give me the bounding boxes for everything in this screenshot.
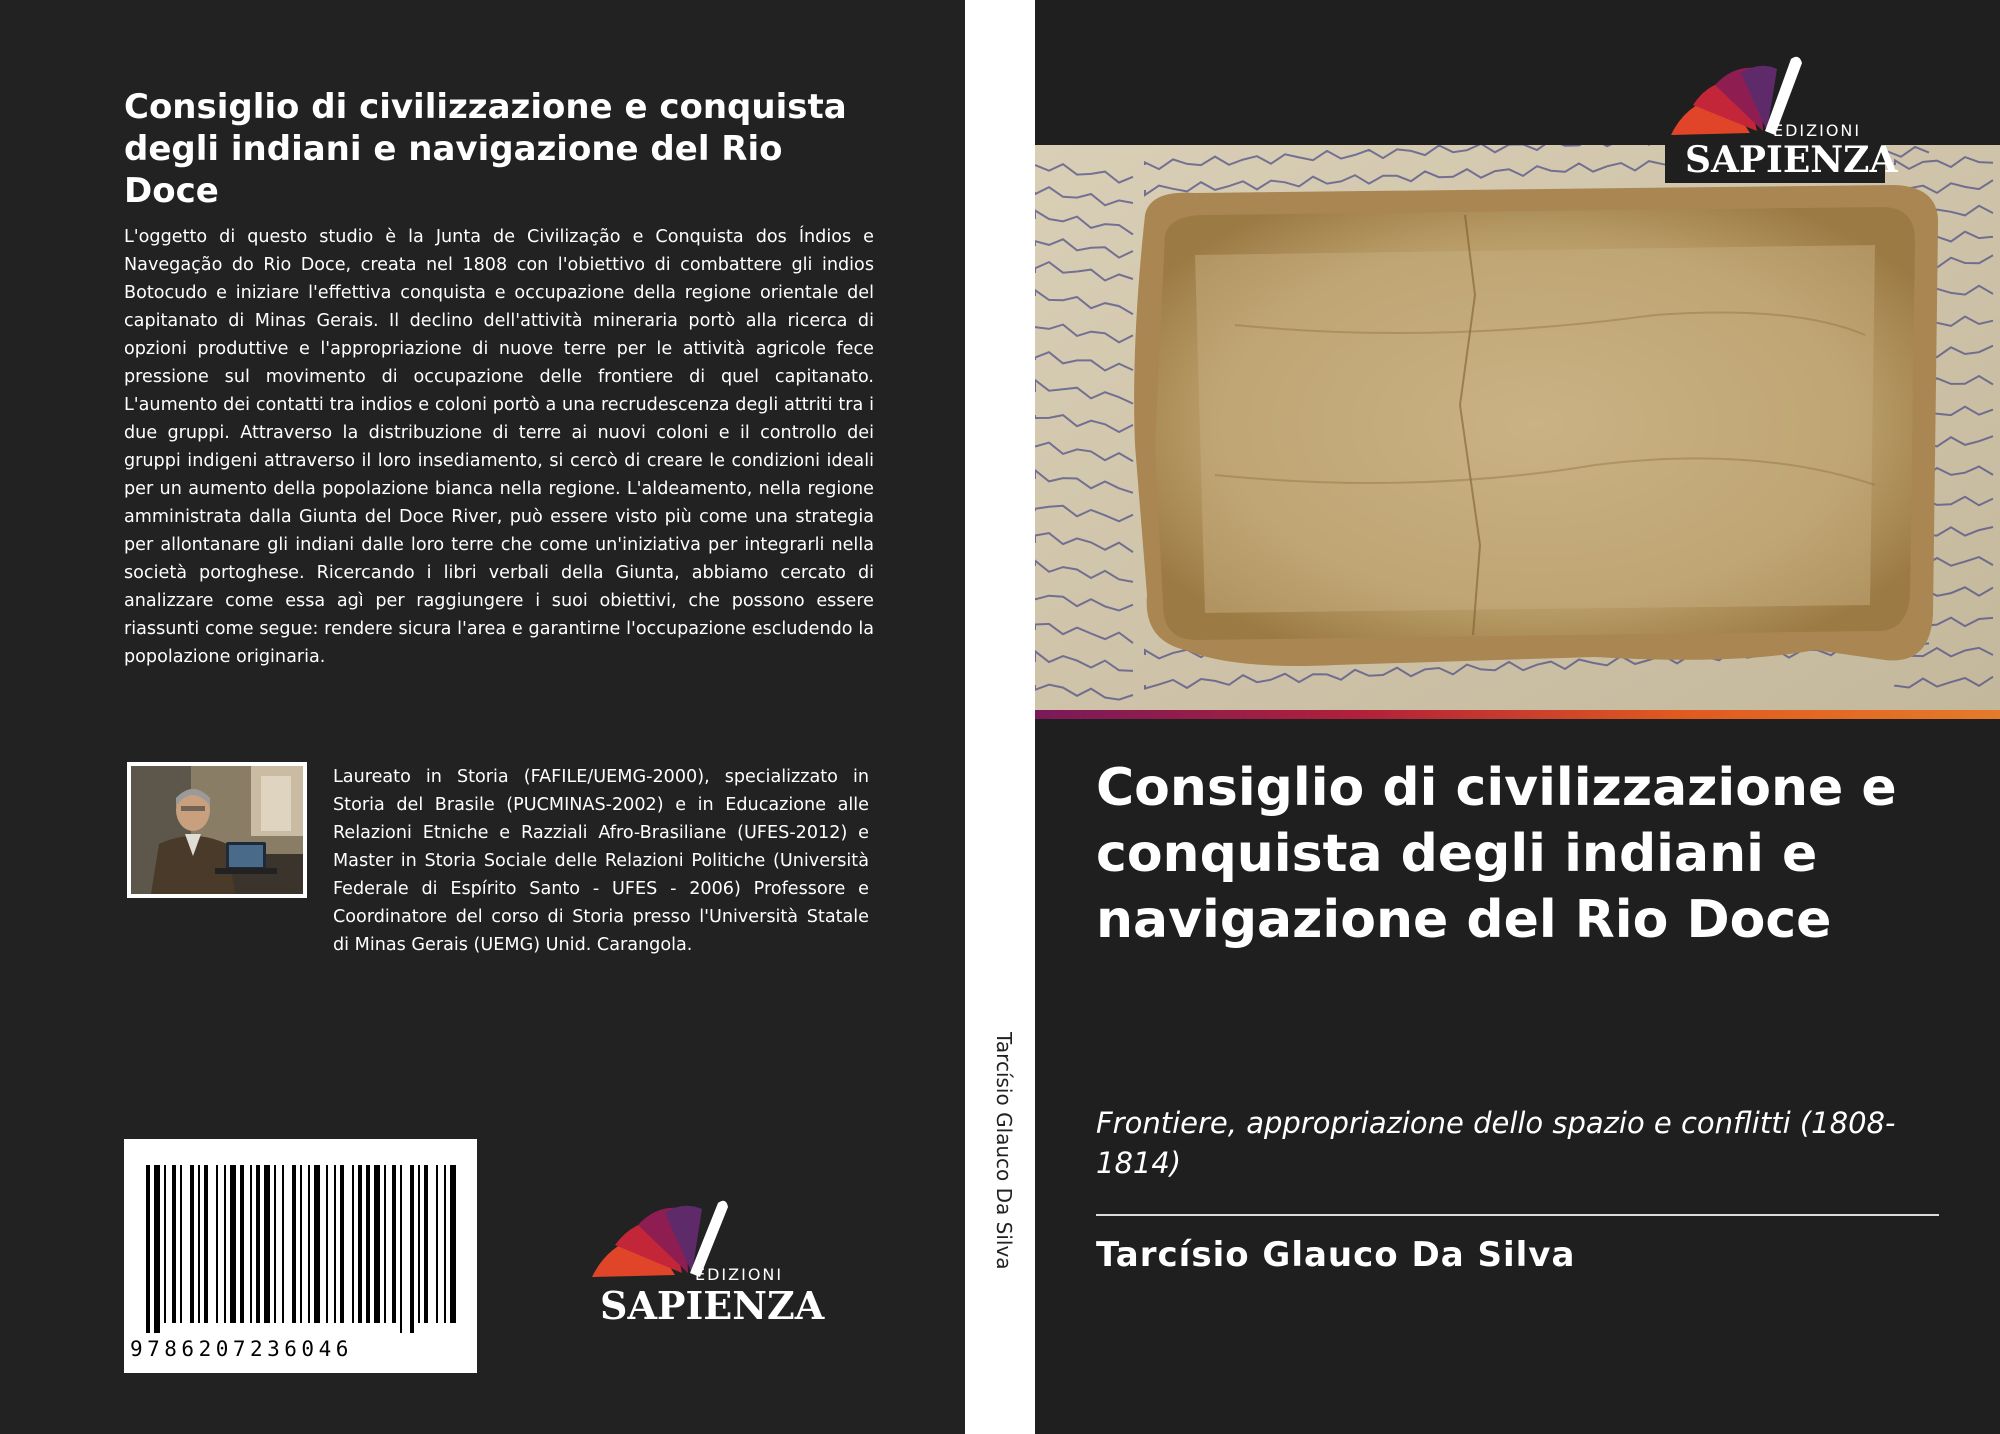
publisher-edizioni-label: EDIZIONI (695, 1265, 784, 1284)
accent-bar (1035, 710, 2000, 719)
publisher-name: SAPIENZA (1685, 139, 1898, 181)
back-cover-blurb: L'oggetto di questo studio è la Junta de Civilização e Conquista dos Índios e Navegação do Rio Doce, creata nel 1808 con l'obiettivo di combattere gli indios Botocudo e iniziare l'effettiva conquista e occupazione della regione orientale del capitanato di Minas Gerais. Il declino dell'attività mineraria portò alla ricerca di opzioni produttive e l'appropriazione di nuove terre per le attività agricole fece pressione sul movimento di occupazione delle frontiere di quel capitanato. L'aumento dei contatti tra indios e coloni portò a una recrudescenza degli attriti tra i due gruppi. Attraverso la distribuzione di terre ai nuovi coloni e il controllo dei gruppi indigeni attraverso il loro insediamento, si cercò di creare le condizioni ideali per un aumento della popolazione bianca nella regione. L'aldeamento, nella regione amministrata dalla Giunta del Doce River, può essere visto più come una strategia per allontanare gli indiani dalle loro terre che come un'iniziativa per integrarli nella società portoghese. Ricercando i libri verbali della Giunta, abbiamo cercato di analizzare come essa agì per raggiungere i suoi obiettivi, che possono essere riassunti come segue: rendere sicura l'area e garantirne l'occupazione escludendo la popolazione originaria. (124, 227, 874, 667)
author-photo (127, 762, 307, 898)
isbn-digits: 9786207236046 (130, 1337, 353, 1361)
front-cover-title: Consiglio di civilizzazione e conquista degli indiani e navigazione del Rio Doce (1096, 758, 1897, 950)
back-cover-title: Consiglio di civilizzazione e conquista degli indiani e navigazione del Rio Doce (124, 87, 847, 211)
front-cover-author: Tarcísio Glauco Da Silva (1096, 1235, 1576, 1275)
publisher-logo-back (590, 1195, 825, 1328)
spine-author: Tarcísio Glauco Da Silva (992, 1032, 1016, 1270)
publisher-name: SAPIENZA (600, 1283, 825, 1328)
isbn-barcode (124, 1139, 477, 1373)
publisher-edizioni-label: EDIZIONI (1773, 121, 1862, 140)
cover-illustration-old-document (1035, 145, 2000, 710)
author-bio: Laureato in Storia (FAFILE/UEMG-2000), specializzato in Storia del Brasile (PUCMINAS-2002) e in Educazione alle Relazioni Etniche e Razziali Afro-Brasiliane (UFES-2012) e Master in Storia Sociale delle Relazioni Politiche (Università Federale di Espírito Santo - UFES - 2006) Professore e Coordinatore del corso di Storia presso l'Università Statale di Minas Gerais (UEMG) Unid. Carangola. (333, 767, 869, 955)
title-divider (1096, 1214, 1939, 1216)
publisher-logo-front (1665, 53, 1898, 183)
front-cover-subtitle: Frontiere, appropriazione dello spazio e conflitti (1808-1814) (1096, 1106, 1896, 1180)
